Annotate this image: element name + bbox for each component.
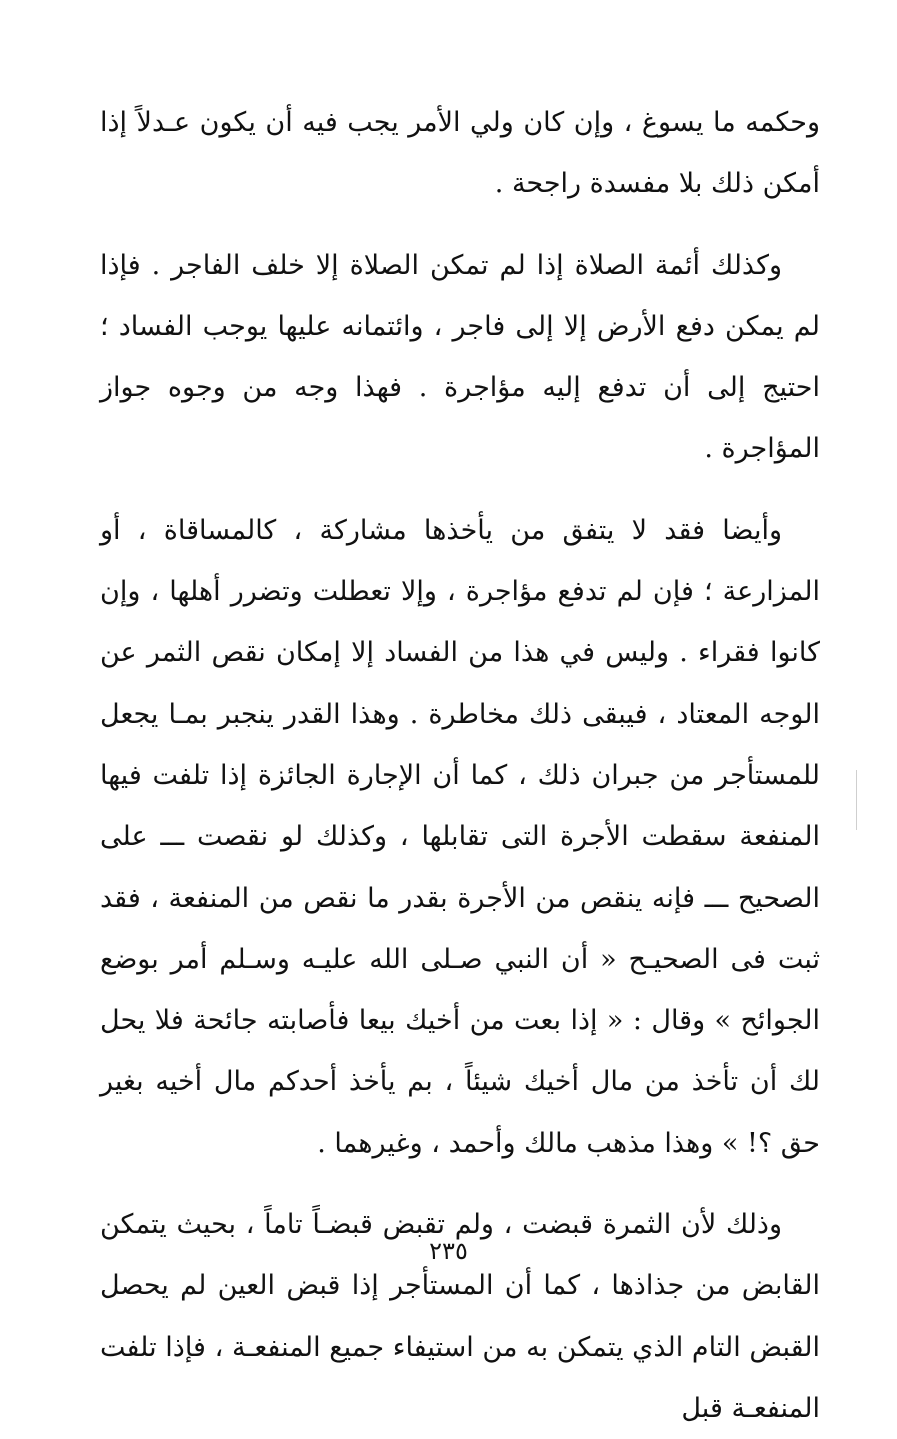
paragraph-1: وحكمه ما يسوغ ، وإن كان ولي الأمر يجب فيه أن يكون عـدلاً إذا أمكن ذلك بلا مفسدة راجحة . [100, 107, 820, 200]
page-edge-mark [856, 770, 857, 830]
paragraph-3: وأيضا فقد لا يتفق من يأخذها مشاركة ، كالمساقاة ، أو المزارعة ؛ فإن لم تدفع مؤاجرة ، وإلا تعطلت وتضرر أهلها ، وإن كانوا فقراء . وليس في هذا من الفساد إلا إمكان نقص الثمر عن الوجه المعتاد ، فيبقى ذلك مخاطرة . وهذا القدر ينجبر بمـا يجعل للمستأجر من جبران ذلك ، كما أن الإجارة الجائزة إذا تلفت فيها المنفعة سقطت الأجرة التى تقابلها ، وكذلك لو نقصت ـــ على الصحيح ـــ فإنه ينقص من الأجرة بقدر ما نقص من المنفعة ، فقد ثبت فى الصحيـح « أن النبي صـلى الله عليـه وسـلم أمر بوضع الجوائح » وقال : « إذا بعت من أخيك بيعا فأصابته جائحة فلا يحل لك أن تأخذ من مال أخيك شيئاً ، بم يأخذ أحدكم مال أخيه بغير حق ؟! » وهذا مذهب مالك وأحمد ، وغيرهما . [100, 514, 820, 1159]
page-number: ٢٣٥ [429, 1237, 468, 1265]
paragraph-2: وكذلك أئمة الصلاة إذا لم تمكن الصلاة إلا خلف الفاجر . فإذا لم يمكن دفع الأرض إلا إلى فاجر ، وائتمانه عليها يوجب الفساد ؛ احتيج إلى أن تدفع إليه مؤاجرة . فهذا وجه من وجوه جواز المؤاجرة . [100, 249, 820, 465]
paragraph-4: وذلك لأن الثمرة قبضت ، ولم تقبض قبضـاً تاماً ، بحيث يتمكن القابض من جذاذها ، كما أن المستأجر إذا قبض العين لم يحصل القبض التام الذي يتمكن به من استيفاء جميع المنفعـة ، فإذا تلفت المنفعـة قبل [100, 1209, 820, 1424]
